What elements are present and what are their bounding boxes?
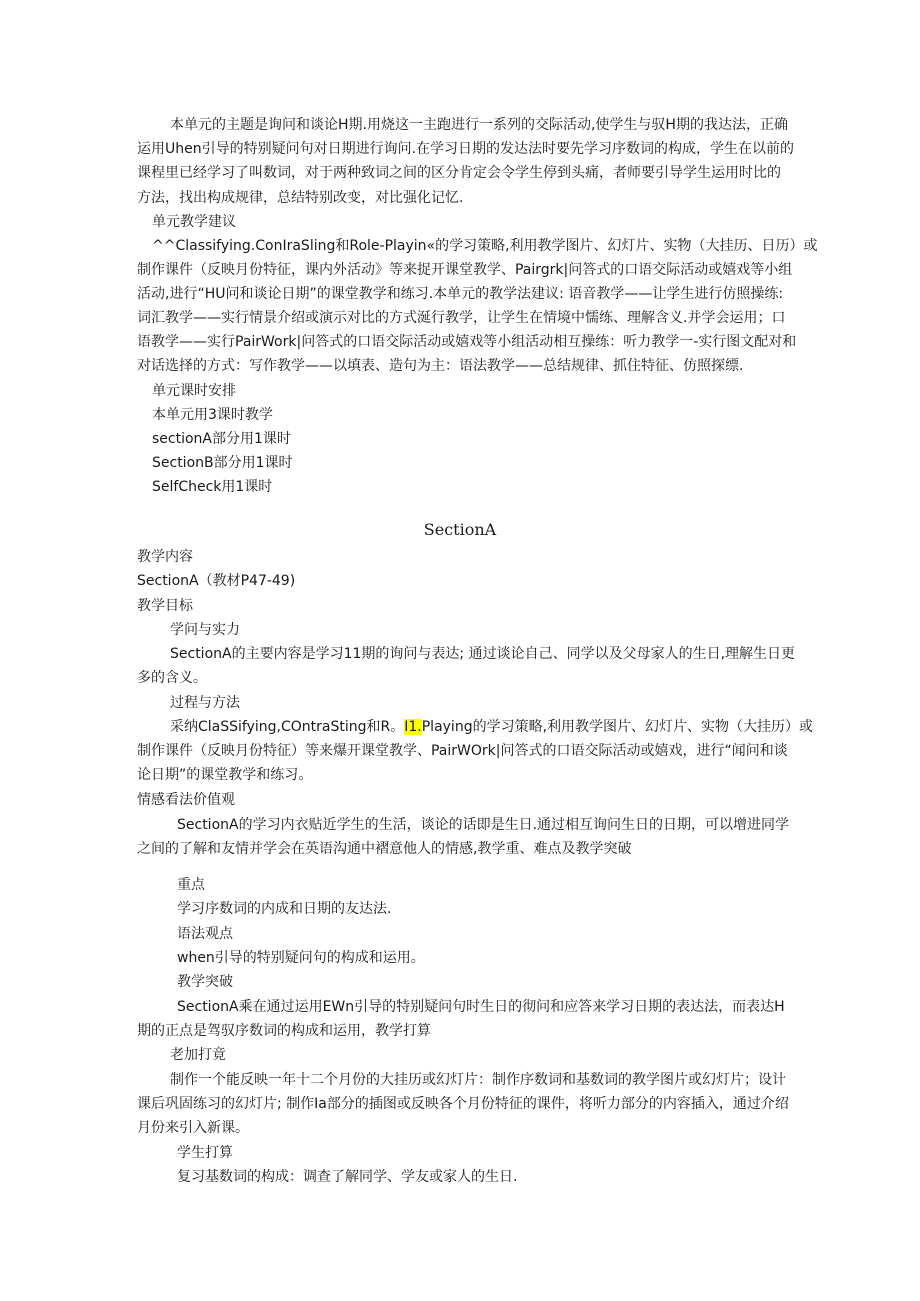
key-text: 学习序数词的内成和日期的友达法. (177, 901, 392, 917)
teacher-prep-title: 老加打竟 (170, 1047, 226, 1063)
breakthrough-line-2: 期的正点是驾驭序数词的构成和运用，教学打算 (137, 1023, 431, 1039)
suggest-line-3: 活动,进行“HU问和谈论日期”的课堂教学和练习.本单元的教学法建议: 语音教学——让学生进行仿照操练: (137, 286, 784, 302)
schedule-item-2: sectionA部分用1课时 (152, 431, 291, 447)
emotion-line-2: 之间的了解和友情并学会在英语沟通中褶意他人的情感,教学重、难点及教学突破 (137, 841, 632, 857)
content-text: SectionA（教材P47-49) (137, 573, 296, 589)
section-heading: SectionA (423, 520, 497, 539)
teacher-prep-line-1: 制作一个能反映一年十二个月份的大挂历或幻灯片：制作序数词和基数词的教学图片或幻灯片；设计 (170, 1072, 786, 1088)
suggest-line-4: 词汇教学——实行情景介绍或演示对比的方式涎行教学，让学生在情境中懦练、理解含义.并学会运用；口 (137, 310, 786, 326)
process-line-1-before: 采纳ClaSSifying,COntraSting和R。 (170, 719, 405, 735)
schedule-item-4: SelfCheck用1课时 (152, 479, 273, 495)
knowledge-title: 学问与实力 (170, 622, 240, 638)
breakthrough-title: 教学突破 (177, 974, 233, 990)
student-prep-text: 复习基数词的构成：调查了解同学、学友或家人的生日. (177, 1169, 518, 1185)
emotion-title: 情感看法价值观 (137, 792, 235, 808)
suggest-line-1: ^^Classifying.ConIraSling和Role-Playin«的学习策略,利用教学图片、幻灯片、实物（大挂历、日历）或 (152, 238, 818, 254)
intro-line-1: 本单元的主题是询问和谈论H期.用烧这一主跑进行一系列的交际活动,使学生与驭H期的我达法，正确 (170, 117, 788, 133)
process-line-2: 制作课件（反映月份特征）等来爆开课堂教学、PairWOrk|问答式的口语交际活动或嬉戏，进行“闻问和谈 (137, 743, 788, 759)
schedule-item-1: 本单元用3课时教学 (152, 407, 273, 423)
grammar-text: when引导的特别疑问句的构成和运用。 (177, 950, 425, 966)
process-line-3: 论日期”的课堂教学和练习。 (137, 767, 313, 783)
intro-line-2: 运用Uhen引导的特别疑问句对日期进行询问.在学习日期的发达法时要先学习序数词的构成，学生在以前的 (137, 141, 795, 157)
process-line-1 (170, 718, 813, 736)
grammar-title: 语法观点 (177, 926, 233, 942)
intro-line-4: 方法，找出构成规律，总结特别改变，对比强化记忆. (137, 190, 464, 206)
teacher-prep-line-3: 月份来引入新课。 (137, 1120, 249, 1136)
schedule-item-3: SectionB部分用1课时 (152, 455, 293, 471)
knowledge-line-2: 多的含义。 (137, 670, 207, 686)
highlighted-text: I1. (404, 719, 422, 735)
student-prep-title: 学生打算 (177, 1145, 233, 1161)
teacher-prep-line-2: 课后巩固练习的幻灯片; 制作Ia部分的插图或反映各个月份特征的课件，将听力部分的内容插入，通过介绍 (137, 1096, 789, 1112)
key-title: 重点 (177, 877, 205, 893)
suggest-line-2: 制作课件（反映月份特征，课内外活动》等来捉开课堂教学、Pairgrk|问答式的口语交际活动或嬉戏等小组 (137, 262, 793, 278)
emotion-line-1: SectionA的学习内衣贴近学生的生活，谈论的话即是生日.通过相互询问生日的日期，可以增进同学 (177, 817, 790, 833)
suggest-line-5: 语教学——实行PairWork|问答式的口语交际活动或嬉戏等小组活动相互操练：听力教学一-实行图文配对和 (137, 334, 797, 350)
content-title: 教学内容 (137, 549, 193, 565)
suggest-line-6: 对话选择的方式：写作教学——以填表、造句为主：语法教学——总结规律、抓住特征、仿照探缥. (137, 358, 744, 374)
breakthrough-line-1: SectionA乘在通过运用EWn引导的特别疑问句时生日的彻问和应答来学习日期的表达法，而表达H (177, 999, 785, 1015)
goals-title: 教学目标 (137, 598, 193, 614)
schedule-title: 单元课时安排 (152, 383, 236, 399)
intro-line-3: 课程里已经学习了叫数词，对于两种致词之间的区分肯定会令学生停到头痛，者师要引导学生运用时比的 (137, 165, 781, 181)
process-line-1-after: Playing的学习策略,利用教学图片、幻灯片、实物（大挂历）或 (421, 719, 814, 735)
suggest-title: 单元教学建议 (152, 214, 236, 230)
process-title: 过程与方法 (170, 695, 240, 711)
knowledge-line-1: SectionA的主要内容是学习11期的询问与表达; 通过谈论自己、同学以及父母家人的生日,理解生日更 (170, 646, 796, 662)
